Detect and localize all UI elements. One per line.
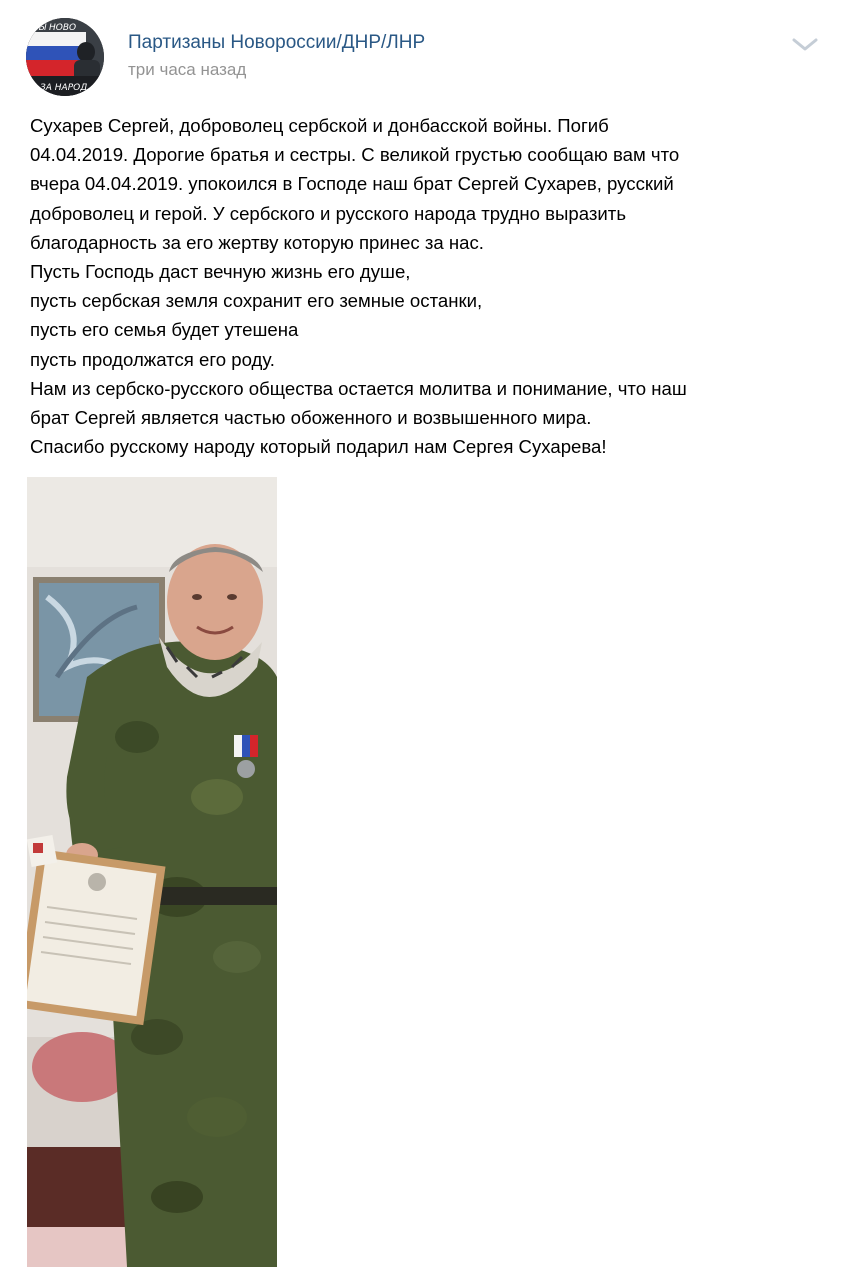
post-text-line: вчера 04.04.2019. упокоился в Господе наш брат Сергей Сухарев, русский [30,173,674,195]
svg-text:НЫ НОВО: НЫ НОВО [32,23,77,33]
post-text-line: Сухарев Сергей, доброволец сербской и донбасской войны. Погиб [30,115,609,136]
post-text-line: Спасибо русскому народу который подарил нам Сергея Сухарева! [30,436,607,458]
post-photo[interactable] [27,477,277,1267]
post-text-line: пусть сербская земля сохранит его земные останки, [30,290,483,312]
post-text-line: пусть его семья будет утешена [30,319,299,341]
flag-avatar-icon [26,18,104,96]
svg-text:ЗА НАРОД: ЗА НАРОД [40,83,88,93]
post-text-line: пусть продолжатся его роду. [30,348,275,370]
post-header [26,18,826,98]
post-timestamp[interactable]: три часа назад [128,60,247,79]
community-avatar[interactable] [26,18,104,96]
post-text-line: брат Сергей является частью обоженного и возвышенного мира. [30,407,592,429]
post-text-line: 04.04.2019. Дорогие братья и сестры. С великой грустью сообщаю вам что [30,144,680,166]
post-text-line: Нам из сербско-русского общества остается молитва и понимание, что наш [30,377,687,399]
author-link[interactable]: Партизаны Новороссии/ДНР/ЛНР [128,32,426,53]
post-text-line: благодарность за его жертву которую принес за нас. [30,231,484,253]
post-text-line: доброволец и герой. У сербского и русского народа трудно выразить [30,202,627,224]
post-text-line: Пусть Господь даст вечную жизнь его душе, [30,261,411,283]
post-menu-button[interactable] [790,32,820,56]
photo-illustration [27,477,277,1267]
chevron-down-icon [790,32,820,56]
post-text [30,111,820,461]
